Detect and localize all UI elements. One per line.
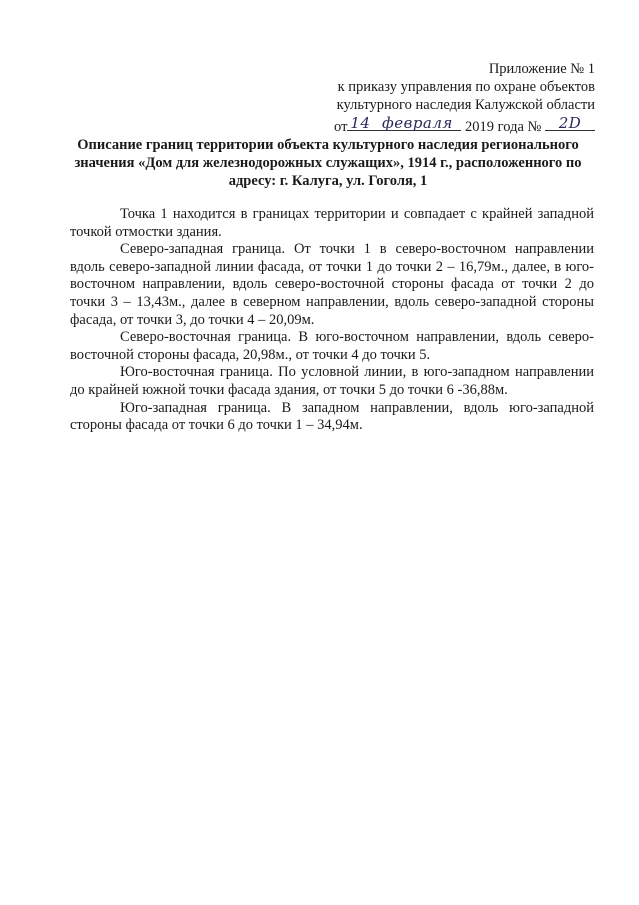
date-prefix: от bbox=[334, 119, 348, 135]
appendix-authority: культурного наследия Калужской области bbox=[336, 97, 595, 113]
paragraph-point-1: Точка 1 находится в границах территории и совпадает с крайней западной точкой отмостки здания. bbox=[70, 206, 594, 240]
document-heading: Описание границ территории объекта культурного наследия регионального значения «Дом для железнодорожных служащих», 1914 г., расположенного по адресу: г. Калуга, ул. Гоголя, 1 bbox=[74, 137, 582, 189]
appendix-date-line bbox=[334, 114, 595, 136]
date-month-field bbox=[373, 114, 461, 131]
appendix-order-reference: к приказу управления по охране объектов bbox=[337, 79, 595, 95]
paragraph-southwest-border: Юго-западная граница. В западном направлении, вдоль юго-западной стороны фасада от точки 6 до точки 1 – 34,94м. bbox=[70, 399, 594, 434]
paragraph-southeast-border: Юго-восточная граница. По условной линии, в юго-западном направлении до крайней южной точки фасада здания, от точки 5 до точки 6 -36,88м. bbox=[70, 364, 594, 398]
doc-number-field bbox=[545, 114, 595, 131]
appendix-header bbox=[295, 60, 595, 136]
date-month-handwritten: февраля bbox=[381, 114, 453, 132]
paragraph-northwest-border: Северо-западная граница. От точки 1 в северо-восточном направлении вдоль северо-западной линии фасада, от точки 1 до точки 2 – 16,79м., далее, в юго-восточном направлении, вдоль северо-восточной стороны фасада от точки 2 до точки 3 – 13,43м., далее в северном направлении, вдоль северо-западной стороны фасада, от точки 3, до точки 4 – 20,09м. bbox=[70, 241, 594, 328]
date-day-handwritten: 14 bbox=[350, 114, 371, 132]
appendix-title: Приложение № 1 bbox=[488, 61, 595, 77]
date-year-suffix: 2019 года № bbox=[465, 119, 542, 135]
document-body bbox=[70, 206, 594, 435]
paragraph-northeast-border: Северо-восточная граница. В юго-восточном направлении, вдоль северо-восточной стороны фасада, 20,98м., от точки 4 до точки 5. bbox=[70, 329, 594, 363]
date-day-field bbox=[347, 114, 373, 131]
doc-number-handwritten: 2D bbox=[558, 114, 582, 132]
